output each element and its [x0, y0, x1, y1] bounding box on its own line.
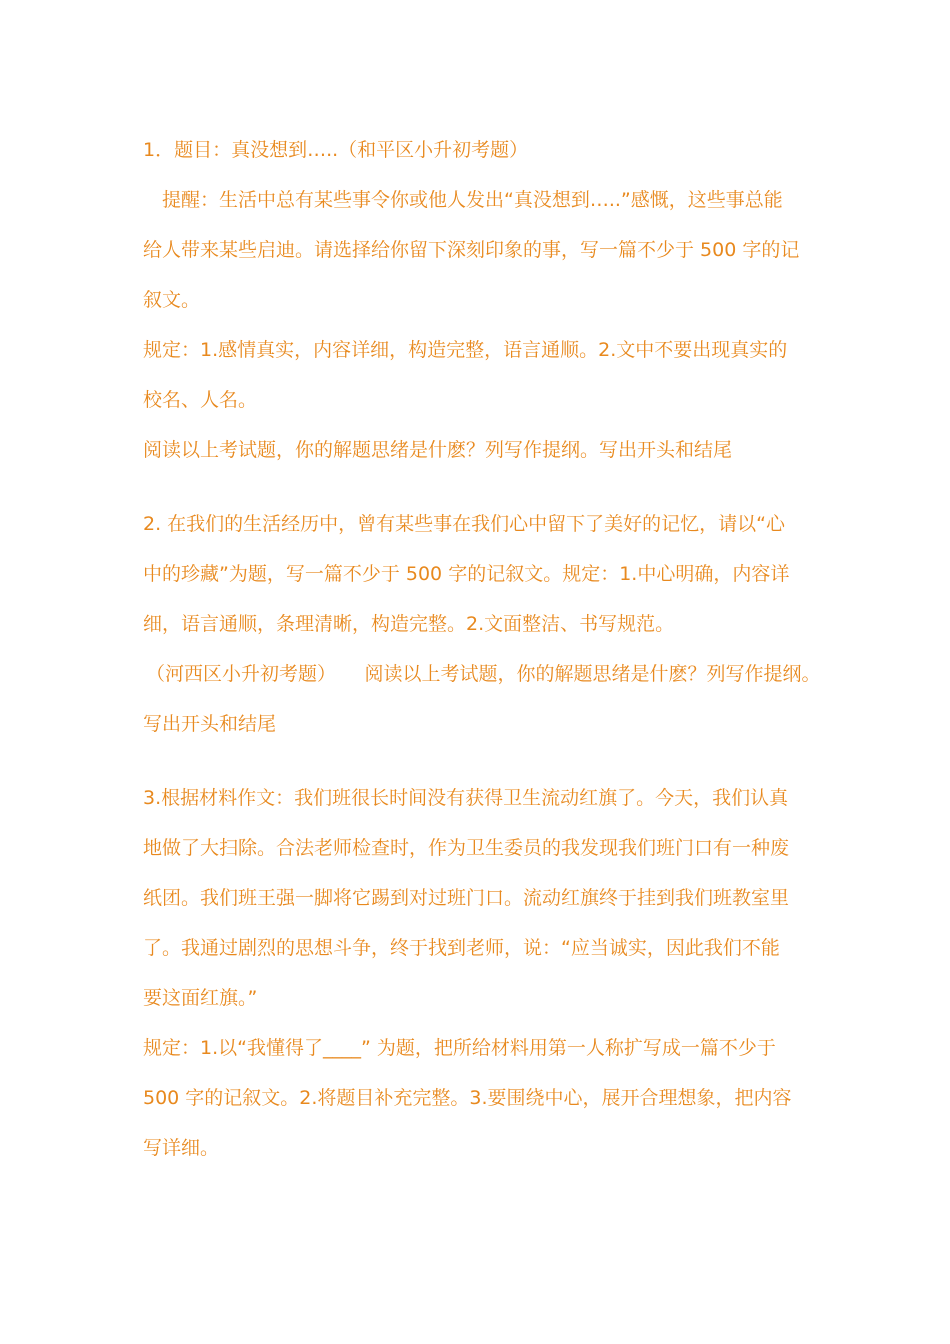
question-1-task-line: 阅读以上考试题，你的解题思绪是什麽？列写作提纲。写出开头和结尾: [143, 439, 733, 461]
question-2-line: 2. 在我们的生活经历中，曾有某些事在我们心中留下了美好的记忆，请以“心: [143, 513, 786, 535]
question-1-requirements-line: 规定：1.感情真实，内容详细，构造完整，语言通顺。2.文中不要出现真实的: [143, 339, 788, 361]
question-3-material-line: 了。我通过剧烈的思想斗争，终于找到老师，说：“应当诚实，因此我们不能: [143, 937, 780, 959]
question-2-source-and-task-line: （河西区小升初考题） 阅读以上考试题，你的解题思绪是什麽？列写作提纲。: [146, 663, 821, 685]
question-3-material-line: 地做了大扫除。合法老师检查时，作为卫生委员的我发现我们班门口有一种废: [143, 837, 790, 859]
question-2-task-line: 写出开头和结尾: [143, 713, 277, 735]
question-3-requirements-line: 规定：1.以“我懂得了____” 为题，把所给材料用第一人称扩写成一篇不少于: [143, 1037, 776, 1059]
question-1-title: 1．题目：真没想到…..（和平区小升初考题）: [143, 139, 529, 161]
question-2-line: 中的珍藏”为题，写一篇不少于 500 字的记叙文。规定：1.中心明确，内容详: [143, 563, 790, 585]
question-3-material-line: 3.根据材料作文：我们班很长时间没有获得卫生流动红旗了。今天，我们认真: [143, 787, 789, 809]
question-1-prompt-line: 叙文。: [143, 289, 201, 311]
question-1-requirements-line: 校名、人名。: [143, 389, 258, 411]
question-3-requirements-line: 500 字的记叙文。2.将题目补充完整。3.要围绕中心，展开合理想象，把内容: [143, 1087, 792, 1109]
question-3-material-line: 纸团。我们班王强一脚将它踢到对过班门口。流动红旗终于挂到我们班教室里: [143, 887, 790, 909]
question-3-material-line: 要这面红旗。”: [143, 987, 258, 1009]
question-3-requirements-line: 写详细。: [143, 1137, 220, 1159]
question-1-prompt-line: 给人带来某些启迪。请选择给你留下深刻印象的事，写一篇不少于 500 字的记: [143, 239, 800, 261]
question-1-prompt-line: 提醒：生活中总有某些事令你或他人发出“真没想到…..”感慨，这些事总能: [162, 189, 783, 211]
question-2-line: 细，语言通顺，条理清晰，构造完整。2.文面整洁、书写规范。: [143, 613, 675, 635]
